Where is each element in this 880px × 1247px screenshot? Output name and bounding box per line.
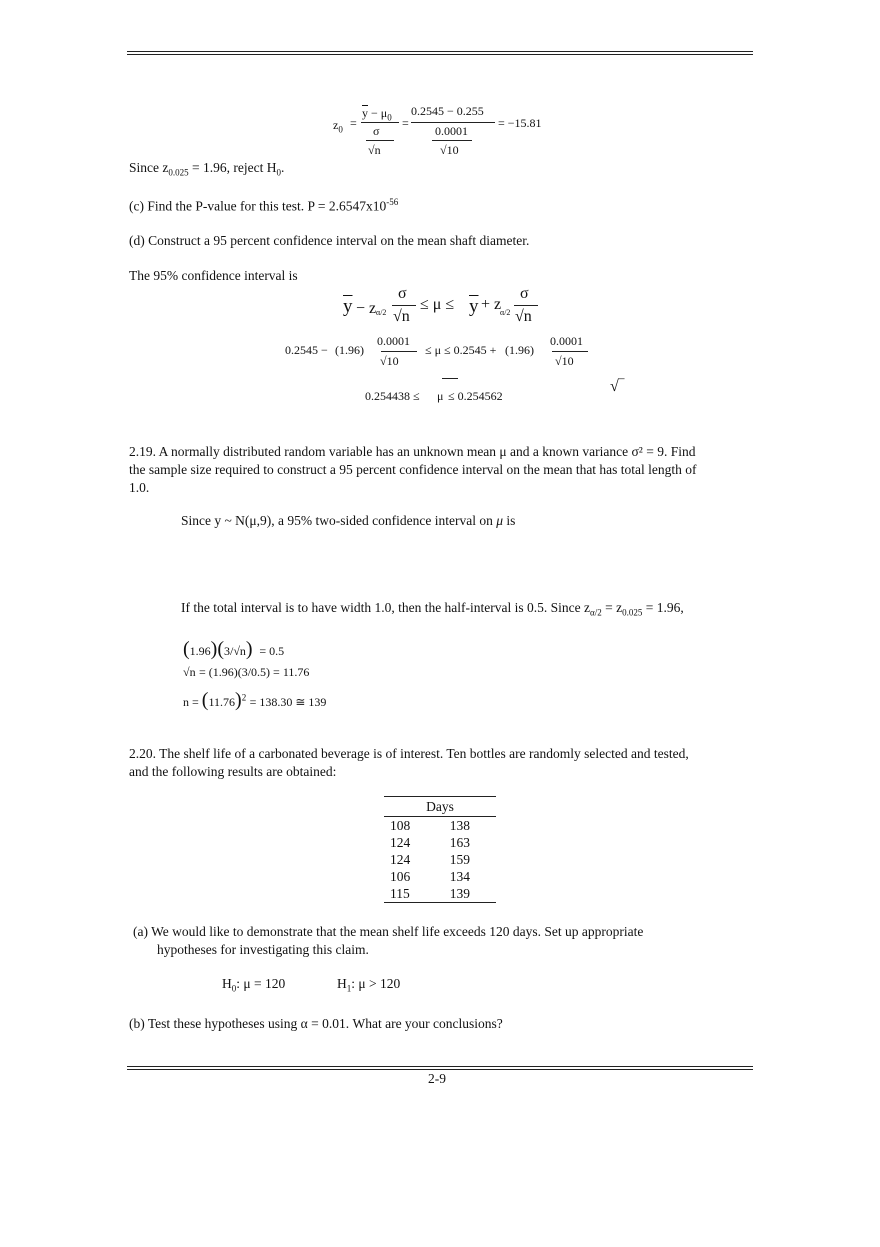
ci-num-2: 0.0001	[550, 334, 583, 348]
q219-line2: the sample size required to construct a 95 percent confidence interval on the mean that has total length of	[129, 462, 697, 477]
sqrt-n: √n	[368, 143, 381, 157]
sqrt-n-2: √n	[515, 308, 532, 325]
z0-numeric-numerator: 0.2545 − 0.255	[411, 104, 484, 118]
sigma-num: σ	[398, 285, 407, 302]
mu-inequality: ≤ μ ≤	[420, 296, 455, 313]
ci-sqrt-10-2: √10	[555, 354, 574, 368]
q219-line1: 2.19. A normally distributed random variable has an unknown mean μ and a known variance σ² = 9. Find	[129, 444, 696, 459]
days-table	[384, 796, 496, 903]
half-interval-line: If the total interval is to have width 1.0, then the half-interval is 0.5. Since $z_{\alpha/2} = z_{0.025} = 1.96$,	[181, 600, 684, 618]
z0-result: = −15.81	[498, 116, 542, 130]
ci-mid: ≤ μ ≤ 0.2545 +	[425, 343, 497, 357]
part-a-line2: hypotheses for investigating this claim.	[157, 942, 369, 957]
table-row: 115 139	[384, 885, 496, 903]
sigma-num-2: σ	[520, 285, 529, 302]
part-c-text: (c) Find the P-value for this test. $P = 2.6547x10^{-56}$	[129, 197, 399, 214]
ybar: $\overline{y}$	[343, 296, 353, 317]
ci-coef-2: (1.96)	[505, 343, 534, 357]
plus-z: + z	[481, 296, 502, 313]
table-row: 108 138	[390, 818, 470, 833]
since-y-line: Since y ~ N(μ,9), a 95% two-sided confidence interval on μ is	[181, 513, 516, 528]
ybar-2: $\overline{y}$	[469, 296, 479, 317]
equals-sign: =	[350, 116, 357, 130]
alpha-half-2: α/2	[500, 308, 511, 317]
q220-line1: 2.20. The shelf life of a carbonated beverage is of interest. Ten bottles are randomly selected and tested,	[129, 746, 689, 761]
part-b-text: (b) Test these hypotheses using α = 0.01. What are your conclusions?	[129, 1016, 503, 1031]
z0-numerator: $\overline{y} - \mu_0$	[362, 106, 392, 123]
footer-rule	[127, 1066, 753, 1070]
h0-hypothesis: $H_0$: μ = 120	[222, 976, 286, 994]
header-rule	[127, 51, 753, 55]
q220-line2: and the following results are obtained:	[129, 764, 337, 779]
sqrt-10: √10	[440, 143, 459, 157]
ci-result-mu: μ	[437, 389, 444, 403]
table-row: 124 163	[390, 835, 470, 850]
alpha-half: α/2	[376, 308, 387, 317]
z0-lhs: $z_0$	[333, 118, 343, 135]
ci-coef: (1.96)	[335, 343, 364, 357]
days-header: Days	[384, 797, 496, 817]
table-row: 106 134	[390, 869, 470, 884]
ci-left-value: 0.2545 −	[285, 343, 328, 357]
ci-sqrt-10: √10	[380, 354, 399, 368]
eq-line-1: (1.96)(3/√n) = 0.5	[183, 638, 285, 660]
ci-result-left: 0.254438 ≤	[365, 389, 420, 403]
since-reject-line: Since $z_{0.025} = 1.96$, reject $H_0$.	[129, 160, 285, 178]
ci-result-right: ≤ 0.254562	[448, 389, 503, 403]
ci-intro: The 95% confidence interval is	[129, 268, 298, 283]
equals-sign-2: =	[402, 116, 409, 130]
page-number: 2-9	[428, 1071, 446, 1086]
sqrt-n-1: √n	[393, 308, 410, 325]
z0-numeric-sigma: 0.0001	[435, 124, 468, 138]
part-d-text: (d) Construct a 95 percent confidence interval on the mean shaft diameter.	[129, 233, 530, 248]
stray-sqrt-icon: √‾	[610, 378, 625, 395]
sigma-symbol: σ	[373, 124, 380, 138]
h1-hypothesis: $H_1$: μ > 120	[337, 976, 401, 994]
minus-z: − z	[356, 300, 377, 317]
ci-num: 0.0001	[377, 334, 410, 348]
eq-line-2: √n = (1.96)(3/0.5) = 11.76	[183, 665, 310, 679]
q219-line3: 1.0.	[129, 480, 150, 495]
part-a-line1: (a) We would like to demonstrate that the mean shelf life exceeds 120 days. Set up appropriate	[133, 924, 644, 939]
table-row: 124 159	[390, 852, 470, 867]
eq-line-3: $n = (11.76)^2 = 138.30$ ≅ 139	[183, 689, 327, 711]
